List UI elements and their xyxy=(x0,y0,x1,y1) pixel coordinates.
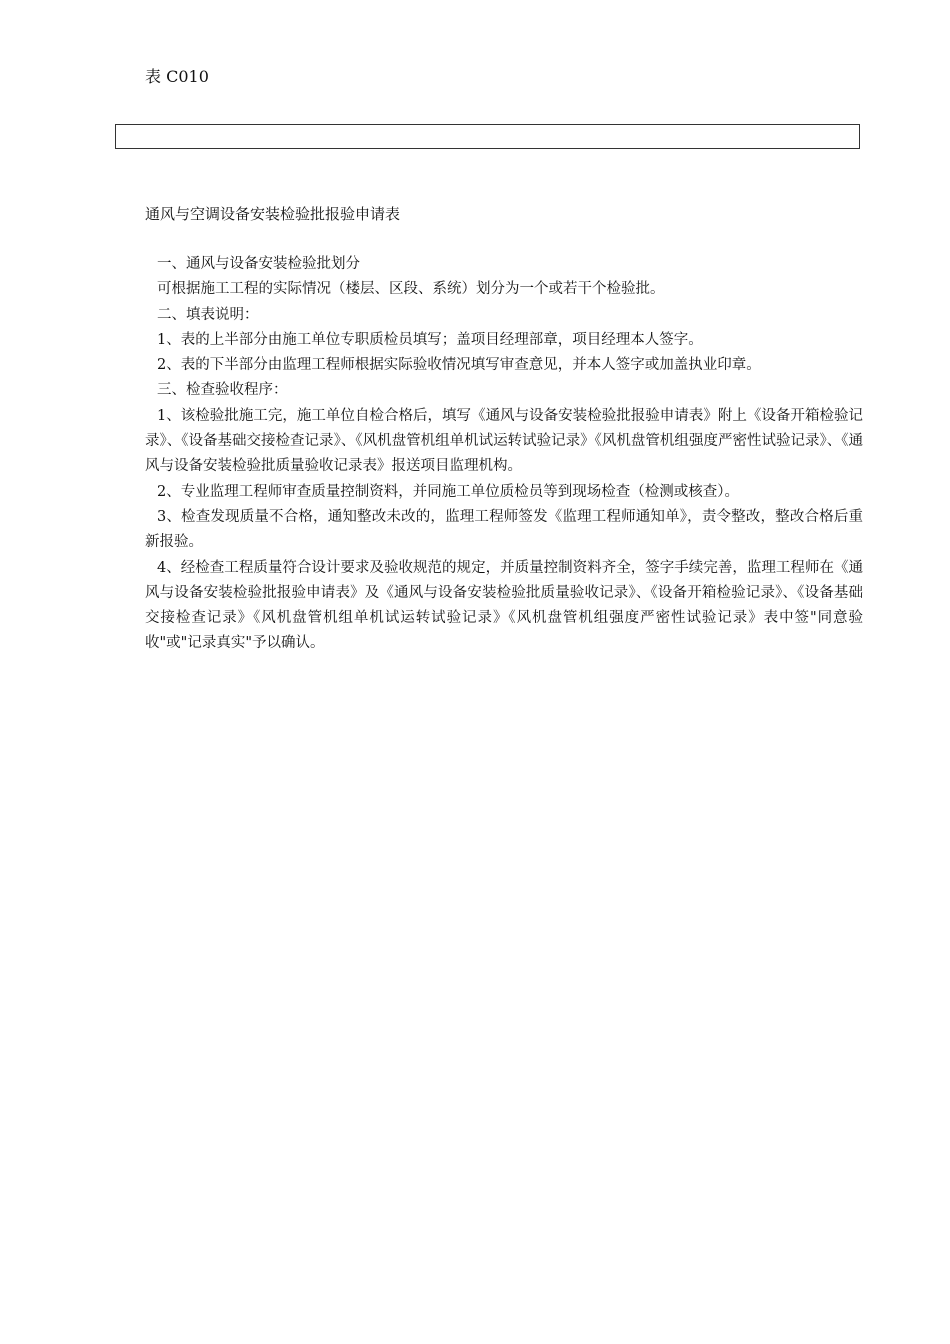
form-code: 表 C010 xyxy=(145,67,209,86)
instruction-paragraph: 4、经检查工程质量符合设计要求及验收规范的规定，并质量控制资料齐全，签字手续完善，监理工程师在《通风与设备安装检验批报验申请表》及《通风与设备安装检验批质量验收记录》、《设备开箱检验记录》、《设备基础交接检查记录》《风机盘管机组单机试运转试验记录》《风机盘管机组强度严密性试验记录》表中签"同意验收"或"记录真实"予以确认。 xyxy=(145,559,863,652)
instruction-paragraph: 2、表的下半部分由监理工程师根据实际验收情况填写审查意见，并本人签字或加盖执业印章。 xyxy=(157,357,761,374)
instruction-paragraph: 2、专业监理工程师审查质量控制资料，并同施工单位质检员等到现场检查（检测或核查）。 xyxy=(157,483,739,500)
section-heading-filling: 二、填表说明： xyxy=(157,306,259,323)
section-heading-procedure: 三、检查验收程序： xyxy=(157,382,288,399)
instructions-section xyxy=(145,252,863,657)
instruction-paragraph: 3、检查发现质量不合格，通知整改未改的，监理工程师签发《监理工程师通知单》，责令整改，整改合格后重新报验。 xyxy=(145,508,863,551)
document-title: 通风与空调设备安装检验批报验申请表 xyxy=(145,205,401,223)
empty-table-box xyxy=(115,124,860,149)
instruction-paragraph: 可根据施工工程的实际情况（楼层、区段、系统）划分为一个或若干个检验批。 xyxy=(157,281,665,298)
section-heading-division: 一、通风与设备安装检验批划分 xyxy=(157,256,360,272)
instruction-paragraph: 1、表的上半部分由施工单位专职质检员填写；盖项目经理部章，项目经理本人签字。 xyxy=(157,331,703,348)
instruction-paragraph: 1、该检验批施工完，施工单位自检合格后，填写《通风与设备安装检验批报验申请表》附上《设备开箱检验记录》、《设备基础交接检查记录》、《风机盘管机组单机试运转试验记录》《风机盘管机组强度严密性试验记录》、《通风与设备安装检验批质量验收记录表》报送项目监理机构。 xyxy=(145,407,863,475)
